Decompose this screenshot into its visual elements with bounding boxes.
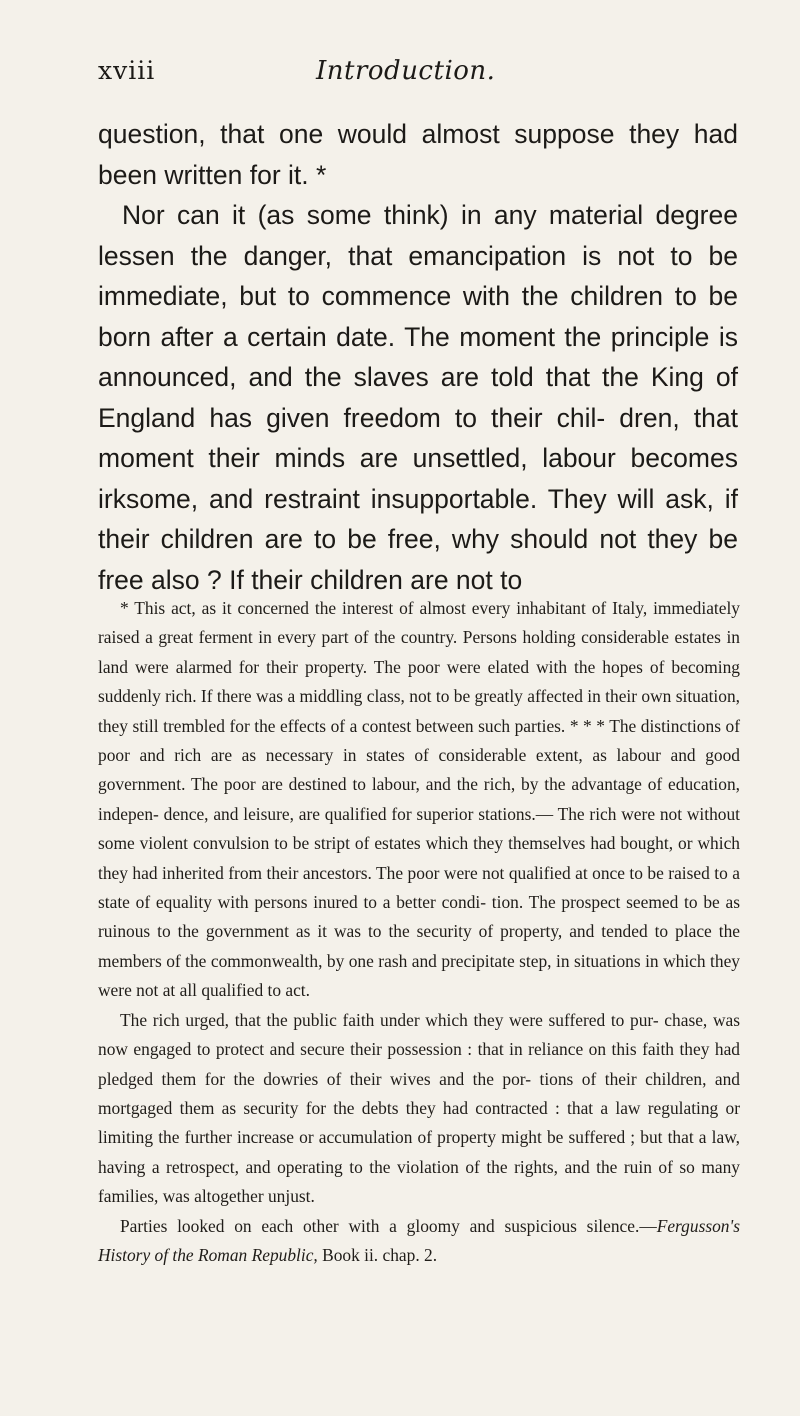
citation-author: Fergusson's [656, 1215, 740, 1236]
main-text [98, 114, 738, 600]
body-paragraph: Nor can it (as some think) in any material degree lessen the danger, that emancipation is not to be immediate, but to commence with the children to be born after a certain date. The moment the principle is announced, and the slaves are told that the King of England has given freedom to their chil- dren, that moment their minds are unsettled, labour becomes irksome, and restraint insupportable. They will ask, if their children are to be free, why should not they be free also ? If their children are not to [98, 200, 738, 595]
body-paragraph-continued: question, that one would almost suppose they had been written for it. * [98, 119, 738, 190]
footnote-paragraph-3 [98, 1212, 740, 1271]
running-title: Introduction. [316, 56, 496, 86]
citation-work: History of the Roman Republic, [98, 1244, 318, 1265]
footnote [98, 594, 740, 1270]
footnote-paragraph-2: The rich urged, that the public faith under which they were suffered to pur- chase, was now engaged to protect and secure their possession : that in reliance on this faith they had pledged them for the dowries of their wives and the por- tions of their children, and mortgaged them as security for the debts they had contracted : that a law regulating or limiting the further increase or accumulation of property might be suffered ; but that a law, having a retrospect, and operating to the violation of the rights, and the ruin of so many families, was altogether unjust. [98, 1009, 740, 1207]
page-number: xviii [98, 56, 156, 85]
citation-location: Book ii. chap. 2. [317, 1244, 438, 1265]
footnote-paragraph-1: * This act, as it concerned the interest of almost every inhabitant of Italy, immediately raised a great ferment in every part of the country. Persons holding considerable estates in land were alarmed for their property. The poor were elated with the hopes of becoming suddenly rich. If there was a middling class, not to be greatly affected in their own situation, they still trembled for the effects of a contest between such parties. * * * The distinctions of poor and rich are as necessary in states of considerable extent, as labour and good government. The poor are destined to labour, and the rich, by the advantage of education, indepen- dence, and leisure, are qualified for superior stations.— The rich were not without some violent convulsion to be stript of estates which they themselves had bought, or which they had inherited from their ancestors. The poor were not qualified at once to be raised to a state of equality with persons inured to a better condi- tion. The prospect seemed to be as ruinous to the government as it was to the security of property, and tended to place the members of the commonwealth, by one rash and precipitate step, in situations in which they were not at all qualified to act. [98, 598, 740, 1001]
running-head [98, 56, 738, 96]
footnote-paragraph-3-text: Parties looked on each other with a gloomy and suspicious silence.— [120, 1215, 657, 1236]
